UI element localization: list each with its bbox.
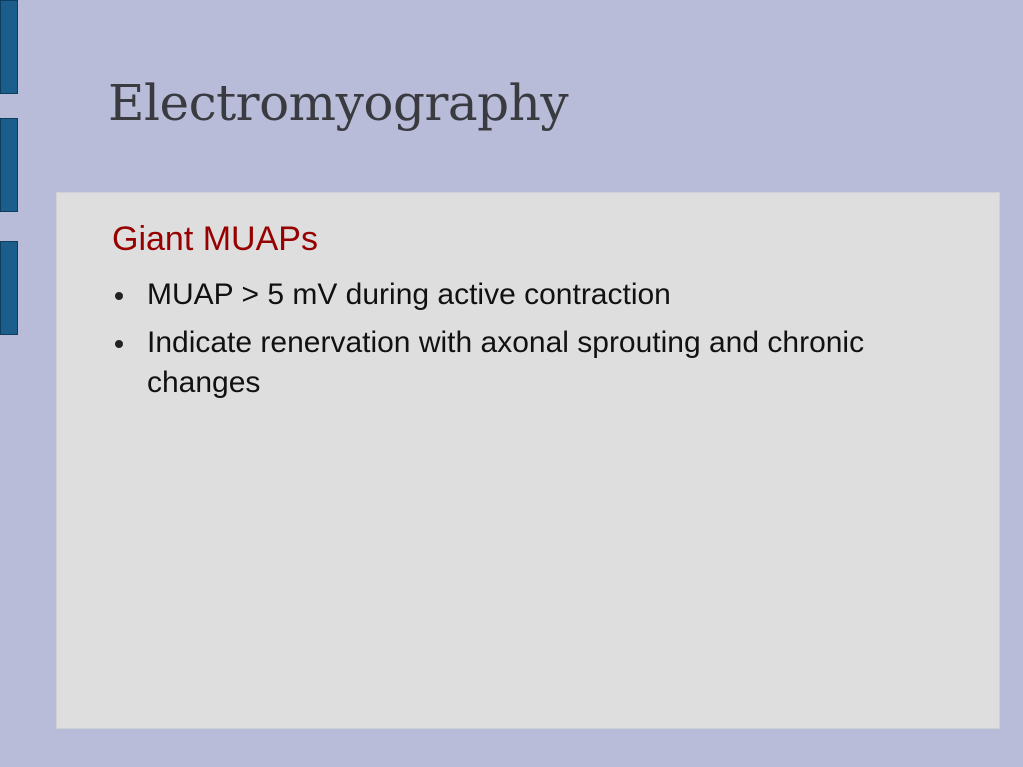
side-bar-top [0,0,18,94]
bullet-text: MUAP > 5 mV during active contraction [147,278,671,311]
bullet-dot-icon [115,292,123,300]
bullet-list [113,275,913,411]
content-box [56,192,1000,729]
list-item [113,323,913,403]
bullet-dot-icon [115,340,123,348]
slide-title: Electromyography [108,74,569,132]
subheading: Giant MUAPs [112,220,318,258]
side-bar-bottom [0,241,18,335]
side-bar-middle [0,118,18,212]
bullet-text: Indicate renervation with axonal sprouting and chronic changes [147,326,865,399]
list-item [113,275,913,315]
